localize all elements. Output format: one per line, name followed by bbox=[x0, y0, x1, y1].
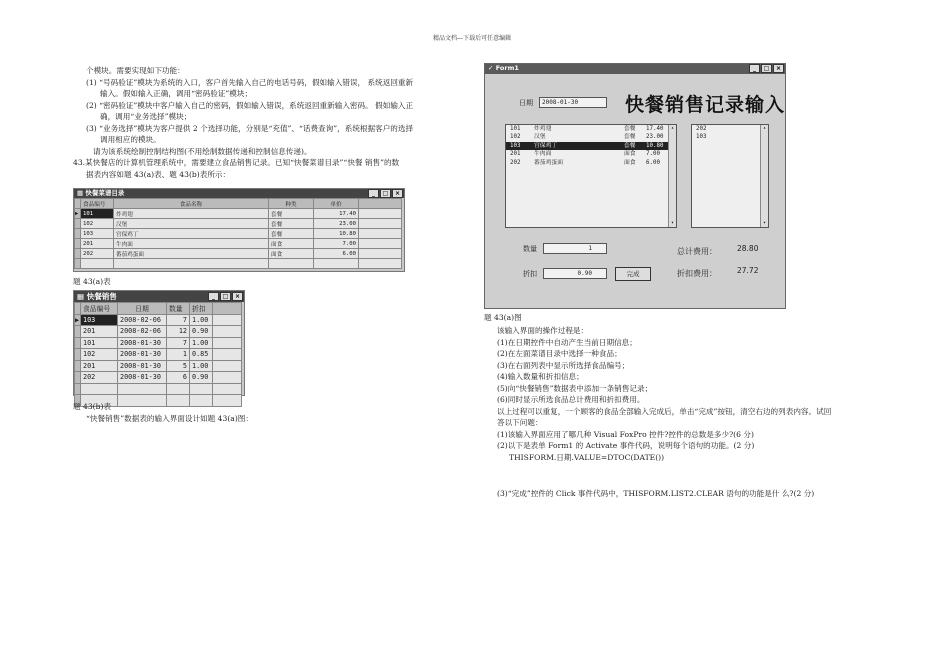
text-line: (4)输入数量和折扣信息； bbox=[497, 372, 584, 381]
foxpro-icon: ✓ bbox=[488, 64, 496, 72]
list-item[interactable]: 202 bbox=[696, 126, 707, 132]
table-a-caption: 题 43(a)表 bbox=[73, 277, 111, 286]
quantity-label: 数量 bbox=[523, 245, 537, 253]
discount-total-label: 折扣费用： bbox=[677, 269, 717, 278]
text-line: 据表内容如题 43(a)表、题 43(b)表所示： bbox=[86, 169, 231, 179]
text-line: 该输入界面的操作过程是： bbox=[497, 326, 589, 335]
table-row[interactable]: 103 宫保鸡丁 套餐 10.80 bbox=[75, 229, 402, 239]
close-icon[interactable]: × bbox=[773, 64, 784, 73]
maximize-icon[interactable]: □ bbox=[220, 292, 231, 301]
maximize-icon[interactable]: □ bbox=[761, 64, 772, 73]
list-item[interactable]: 201 牛肉面 面食 7.00 bbox=[510, 151, 660, 158]
column-header[interactable]: 食品名称 bbox=[114, 199, 269, 209]
date-field[interactable]: 2008-01-30 bbox=[539, 97, 607, 108]
row-pointer-icon: ▶ bbox=[75, 315, 80, 324]
text-line: (2)以下是表单 Form1 的 Activate 事件代码，说明每个语句的功能。(2 分) bbox=[497, 441, 755, 450]
scroll-down-icon[interactable]: ▾ bbox=[762, 220, 766, 226]
form1-caption: 题 43(a)图 bbox=[484, 313, 522, 322]
close-icon[interactable]: × bbox=[232, 292, 243, 301]
column-header[interactable]: 折扣 bbox=[190, 303, 213, 315]
right-text-block bbox=[484, 325, 831, 463]
scroll-up-icon[interactable]: ▴ bbox=[762, 125, 766, 131]
text-line: (5)向“快餐销售”数据表中添加一条销售记录； bbox=[497, 383, 653, 393]
table-row[interactable]: ▶ 103 2008-02-06 7 1.00 bbox=[75, 314, 242, 326]
list-scrollbar[interactable] bbox=[668, 125, 676, 227]
table-row[interactable]: 102 2008-01-30 1 0.85 bbox=[75, 349, 242, 361]
selected-items-listbox[interactable] bbox=[691, 124, 769, 228]
text-line: (6)同时显示所选食品总计费用和折扣费用。 bbox=[497, 395, 645, 404]
form1-titlebar bbox=[485, 64, 785, 74]
text-line: “快餐销售”数据表的输入界面设计如题 43(a)图： bbox=[86, 414, 253, 423]
table-b-caption: 题 43(b)表 bbox=[73, 402, 112, 411]
table-row[interactable]: ▶ 101 炸鸡翅 套餐 17.40 bbox=[75, 209, 402, 219]
form-heading: 快餐销售记录输入 bbox=[625, 94, 786, 116]
table-row[interactable]: 201 2008-01-30 5 1.00 bbox=[75, 360, 242, 372]
window-title: 快餐销售 bbox=[86, 292, 117, 301]
table-a-titlebar bbox=[74, 189, 404, 198]
discount-total-value: 27.72 bbox=[737, 266, 759, 275]
row-pointer-icon: ▶ bbox=[75, 209, 81, 219]
code-line: THISFORM.日期.VALUE=DTOC(DATE()) bbox=[509, 452, 665, 462]
text-line: 43.某快餐店的计算机管理系统中，需要建立食品销售记录。已知“快餐菜谱目录”“快餐 销售”的数 bbox=[73, 158, 400, 167]
table-row[interactable]: 101 2008-01-30 7 1.00 bbox=[75, 337, 242, 349]
text-line: (2)在左面菜谱目录中选择一种食品； bbox=[497, 349, 622, 358]
table-row[interactable]: 202 2008-01-30 6 0.90 bbox=[75, 372, 242, 384]
page-header: 精品文档---下载后可任意编辑 bbox=[433, 35, 512, 42]
text-line: 输入。假如输入正确，调用“密码验证”模块； bbox=[100, 89, 253, 98]
discount-label: 折扣 bbox=[523, 270, 537, 278]
minimize-icon[interactable]: _ bbox=[749, 64, 760, 73]
column-header[interactable]: 食品编号 bbox=[81, 199, 114, 209]
table-row[interactable]: 201 牛肉面 面食 7.00 bbox=[75, 239, 402, 249]
text-line: (3)在右面列表中显示所选择食品编号； bbox=[497, 360, 630, 370]
text-line: (3)“完成”控件的 Click 事件代码中，THISFORM.LIST2.CLEAR 语句的功能是什 么?(2 分) bbox=[497, 489, 815, 498]
column-header[interactable]: 日期 bbox=[118, 303, 167, 315]
list-item[interactable]: 202 番茄鸡蛋面 面食 6.00 bbox=[510, 159, 660, 166]
list-scrollbar[interactable] bbox=[760, 125, 768, 227]
table-a-grid bbox=[74, 198, 402, 269]
column-header[interactable]: 食品编号 bbox=[81, 303, 118, 315]
text-line: (1) “号码验证”模块为系统的入口，客户首先输入自己的电话号码，假如输入错误， 系统返回重新 bbox=[86, 77, 414, 87]
window-title: Form1 bbox=[495, 64, 519, 72]
text-line: 调用相应的模块。 bbox=[100, 135, 161, 144]
window-title: 快餐菜谱目录 bbox=[85, 189, 125, 197]
table-a-window bbox=[73, 188, 405, 272]
list-item-selected[interactable]: 103 宫保鸡丁 套餐 10.80 bbox=[506, 142, 669, 150]
text-line: (2) “密码验证”模块中客户输入自己的密码，假如输入错误，系统返回重新输入密码。 假如输入正 bbox=[86, 100, 414, 110]
form1-window bbox=[484, 63, 786, 309]
discount-field[interactable]: 0.90 bbox=[543, 268, 607, 279]
total-label: 总计费用： bbox=[677, 247, 717, 256]
done-button[interactable]: 完成 bbox=[615, 267, 651, 281]
list-item[interactable]: 102 汉堡 套餐 23.00 bbox=[510, 134, 664, 141]
total-value: 28.80 bbox=[737, 244, 759, 253]
column-header[interactable]: 种类 bbox=[269, 199, 314, 209]
maximize-icon[interactable]: □ bbox=[380, 189, 391, 198]
minimize-icon[interactable]: _ bbox=[368, 189, 379, 198]
table-b-grid bbox=[74, 302, 242, 407]
close-icon[interactable]: × bbox=[392, 189, 403, 198]
text-line: (1)该输入界面应用了哪几种 Visual FoxPro 控件?控件的总数是多少?(6 分) bbox=[497, 429, 754, 439]
column-header[interactable]: 单价 bbox=[314, 199, 359, 209]
scroll-down-icon[interactable]: ▾ bbox=[670, 220, 674, 226]
table-row[interactable]: 102 汉堡 套餐 23.00 bbox=[75, 219, 402, 229]
table-b-titlebar bbox=[74, 291, 244, 302]
scroll-up-icon[interactable]: ▴ bbox=[670, 125, 674, 131]
minimize-icon[interactable]: _ bbox=[208, 292, 219, 301]
column-header[interactable]: 数量 bbox=[167, 303, 190, 315]
text-line: 以上过程可以重复，一个顾客的食品全部输入完成后，单击“完成”按钮，清空右边的列表内容。试回 bbox=[497, 406, 832, 416]
text-line: 请为该系统绘制控制结构图(不用绘制数据传递和控制信息传递)。 bbox=[93, 146, 312, 156]
text-line: (3) “业务选择”模块为客户提供 2 个选择功能，分别是“充值”、“话费查询”，系统根据客户的选择 bbox=[86, 123, 414, 133]
text-line: 答以下问题： bbox=[497, 418, 543, 427]
table-row[interactable]: 201 2008-02-06 12 0.90 bbox=[75, 326, 242, 338]
list-item[interactable]: 103 bbox=[696, 134, 707, 141]
quantity-field[interactable]: 1 bbox=[543, 243, 607, 254]
menu-listbox[interactable] bbox=[505, 124, 677, 228]
date-label: 日期 bbox=[519, 99, 533, 107]
table-b-window bbox=[73, 290, 245, 396]
text-line: 个模块。需要实现如下功能： bbox=[86, 66, 185, 75]
list-item[interactable]: 101 炸鸡翅 套餐 17.40 bbox=[510, 126, 664, 132]
table-row[interactable]: 202 番茄鸡蛋面 面食 6.00 bbox=[75, 249, 402, 259]
window-icon: ▦ bbox=[77, 292, 87, 301]
left-text-block bbox=[73, 65, 413, 180]
text-line: 确，调用“业务选择”模块； bbox=[100, 112, 192, 121]
text-line: (1)在日期控件中自动产生当前日期信息； bbox=[497, 337, 637, 347]
window-icon: ▦ bbox=[77, 189, 86, 197]
